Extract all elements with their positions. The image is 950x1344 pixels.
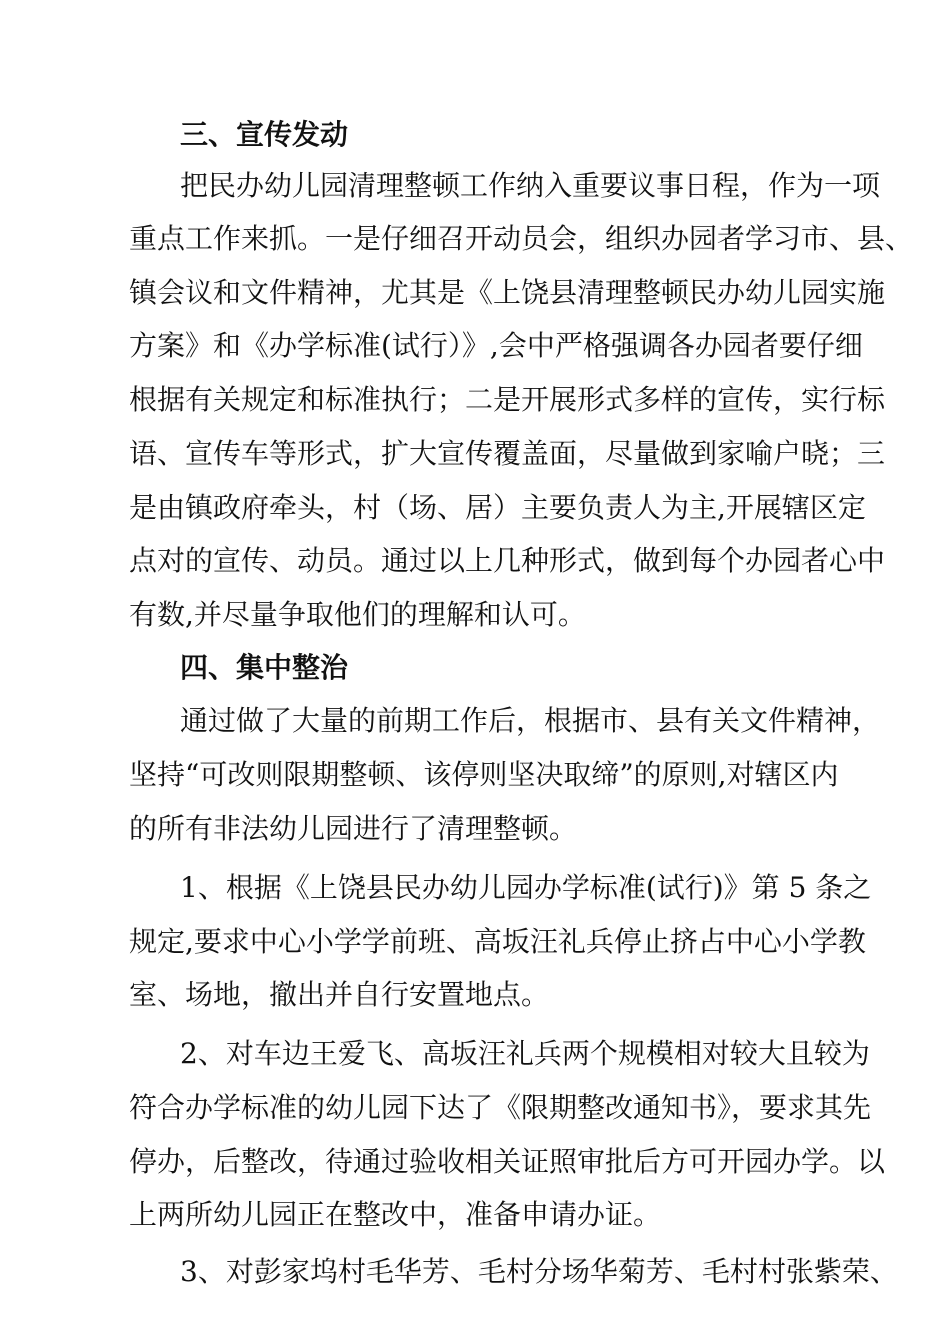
paragraph-line: [0, 319, 950, 373]
paragraph-line: [0, 694, 950, 748]
item1-line-1: 1、根据《上饶县民办幼儿园办学标准(试行)》第 5 条之: [180, 871, 872, 904]
item2-line-2: 符合办学标准的幼儿园下达了《限期整改通知书》，要求其先: [129, 1091, 872, 1124]
section-heading: [0, 108, 950, 162]
paragraph-line: [0, 1027, 950, 1081]
section3-line-3: 镇会议和文件精神，尤其是《上饶县清理整顿民办幼儿园实施: [129, 276, 886, 309]
paragraph-line: [0, 534, 950, 588]
section4-heading: 四、集中整治: [180, 651, 349, 684]
section3-line-5: 根据有关规定和标准执行；二是开展形式多样的宣传，实行标: [129, 383, 886, 416]
item2-line-3: 停办，后整改，待通过验收相关证照审批后方可开园办学。以: [129, 1145, 886, 1178]
paragraph-line: [0, 588, 950, 642]
paragraph-line: [0, 481, 950, 535]
paragraph-line: [0, 1081, 950, 1135]
section3-line-9: 有数,并尽量争取他们的理解和认可。: [129, 598, 586, 631]
paragraph-line: [0, 861, 950, 915]
section4-intro-line-2: 坚持“可改则限期整顿、该停则坚决取缔”的原则,对辖区内: [129, 758, 839, 791]
section3-line-6: 语、宣传车等形式，扩大宣传覆盖面，尽量做到家喻户晓；三: [129, 437, 886, 470]
section3-line-8: 点对的宣传、动员。通过以上几种形式，做到每个办园者心中: [129, 544, 886, 577]
item1-line-3: 室、场地，撤出并自行安置地点。: [129, 978, 550, 1011]
paragraph-line: [0, 1245, 950, 1299]
item3-line-1: 3、对彭家坞村毛华芳、毛村分场华菊芳、毛村村张紫荣、: [180, 1255, 898, 1288]
section-heading: [0, 641, 950, 695]
paragraph-line: [0, 159, 950, 213]
paragraph-line: [0, 1188, 950, 1242]
paragraph-line: [0, 1135, 950, 1189]
section4-intro-line-1: 通过做了大量的前期工作后，根据市、县有关文件精神，: [180, 704, 881, 737]
item1-line-2: 规定,要求中心小学学前班、高坂汪礼兵停止挤占中心小学教: [129, 925, 866, 958]
section3-heading: 三、宣传发动: [180, 118, 349, 151]
section3-line-7: 是由镇政府牵头，村（场、居）主要负责人为主,开展辖区定: [129, 491, 866, 524]
paragraph-line: [0, 802, 950, 856]
item2-line-1: 2、对车边王爱飞、高坂汪礼兵两个规模相对较大且较为: [180, 1037, 870, 1070]
section3-line-4: 方案》和《办学标准(试行）》,会中严格强调各办园者要仔细: [129, 329, 863, 362]
paragraph-line: [0, 748, 950, 802]
section3-line-1: 把民办幼儿园清理整顿工作纳入重要议事日程，作为一项: [180, 169, 881, 202]
section3-line-2: 重点工作来抓。一是仔细召开动员会，组织办园者学习市、县、: [129, 222, 914, 255]
paragraph-line: [0, 373, 950, 427]
section4-intro-line-3: 的所有非法幼儿园进行了清理整顿。: [129, 812, 578, 845]
paragraph-line: [0, 915, 950, 969]
paragraph-line: [0, 968, 950, 1022]
paragraph-line: [0, 212, 950, 266]
item2-line-4: 上两所幼儿园正在整改中，准备申请办证。: [129, 1198, 662, 1231]
paragraph-line: [0, 266, 950, 320]
paragraph-line: [0, 427, 950, 481]
